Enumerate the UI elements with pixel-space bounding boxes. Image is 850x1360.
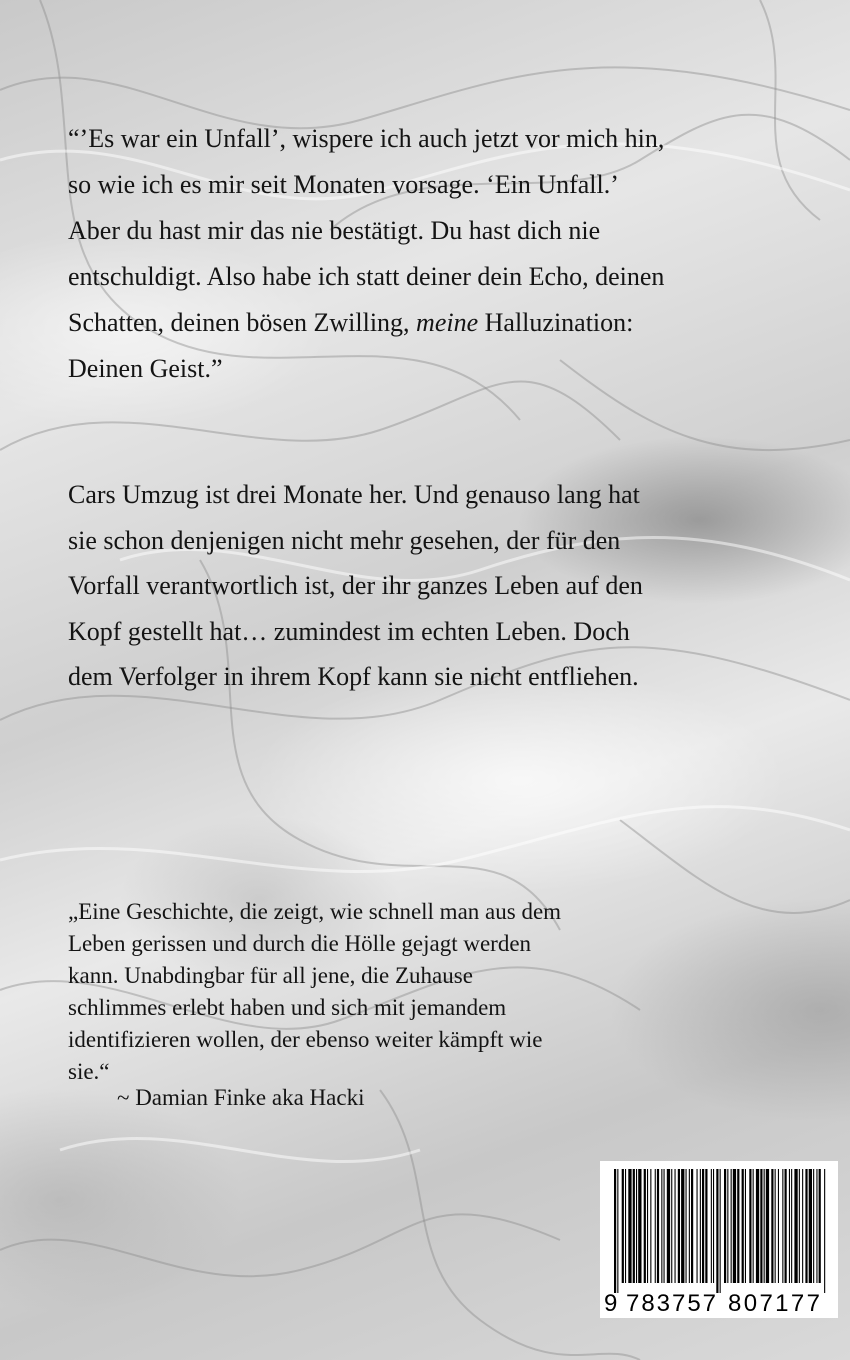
- barcode-bar: [720, 1169, 721, 1293]
- barcode-bar: [664, 1169, 665, 1283]
- barcode-bar: [824, 1169, 825, 1293]
- barcode-bar: [638, 1169, 641, 1283]
- barcode-bar: [742, 1169, 744, 1283]
- quote-emphasis: meine: [416, 308, 479, 337]
- barcode-bar: [622, 1169, 624, 1283]
- barcode-bar: [711, 1169, 712, 1283]
- barcode-bar: [753, 1169, 754, 1283]
- barcode-bar: [794, 1169, 797, 1283]
- barcode-bar: [697, 1169, 698, 1283]
- barcode-bar: [655, 1169, 656, 1283]
- barcode-bar: [816, 1169, 817, 1283]
- barcode-bar: [671, 1169, 672, 1283]
- barcode-bar: [789, 1169, 790, 1283]
- blurb-line: dem Verfolger in ihrem Kopf kann sie nicht entfliehen.: [68, 662, 639, 691]
- barcode-bar: [625, 1169, 626, 1283]
- quote-line: “’Es war ein Unfall’, wispere ich auch jetzt vor mich hin,: [68, 124, 665, 153]
- barcode-bar: [650, 1169, 651, 1283]
- barcode-bar: [764, 1169, 765, 1283]
- quote-line: Deinen Geist.”: [68, 354, 223, 383]
- barcode-bar: [745, 1169, 746, 1283]
- barcode-bar: [633, 1169, 635, 1283]
- barcode-bar: [657, 1169, 659, 1283]
- barcode-bar: [686, 1169, 687, 1283]
- barcode-bar: [681, 1169, 684, 1283]
- barcode-bar: [675, 1169, 676, 1283]
- barcode-bar: [617, 1169, 618, 1293]
- barcode-bar: [756, 1169, 759, 1283]
- barcode-bar: [705, 1169, 707, 1283]
- barcode-bar: [771, 1169, 773, 1283]
- blurb: [68, 472, 808, 700]
- barcode-bar: [713, 1169, 714, 1283]
- barcode-bar: [809, 1169, 812, 1283]
- barcode-bar: [791, 1169, 792, 1283]
- barcode-bar: [661, 1169, 662, 1283]
- barcode-bar: [691, 1169, 693, 1283]
- blurb-line: Kopf gestellt hat… zumindest im echten Leben. Doch: [68, 616, 630, 646]
- barcode-bar: [667, 1169, 670, 1283]
- barcode-bar: [802, 1169, 803, 1283]
- barcode-bar: [614, 1169, 616, 1293]
- quote-line: entschuldigt. Also habe ich statt deiner dein Echo, deinen: [68, 262, 665, 291]
- quote-line: [68, 300, 808, 346]
- review-line: schlimmes erlebt haben und sich mit jemandem: [68, 995, 507, 1020]
- barcode-bar: [813, 1169, 814, 1283]
- barcode-bar: [733, 1169, 736, 1283]
- review-quote: [68, 896, 628, 1088]
- quote-line: so wie ich es mir seit Monaten vorsage. ‘Ein Unfall.’: [68, 170, 619, 199]
- barcode-bar: [724, 1169, 726, 1283]
- quote-line-part: Schatten, deinen bösen Zwilling,: [68, 308, 410, 337]
- barcode-bar: [760, 1169, 762, 1283]
- blurb-line: Cars Umzug ist drei Monate her. Und genauso lang hat: [68, 480, 640, 509]
- isbn-digits-right: 807177: [728, 1290, 820, 1317]
- quote-line-part: Halluzination:: [484, 308, 634, 337]
- barcode-bar: [689, 1169, 690, 1283]
- review-line: kann. Unabdingbar für all jene, die Zuhause: [68, 963, 473, 988]
- barcode-bar: [702, 1169, 704, 1283]
- barcode-bar: [782, 1169, 783, 1283]
- isbn-digits-left: 783757: [626, 1290, 716, 1317]
- barcode-bar: [727, 1169, 728, 1283]
- barcode-bar: [749, 1169, 751, 1283]
- review-line: sie.“: [68, 1059, 110, 1084]
- quote-line: Aber du hast mir das nie bestätigt. Du hast dich nie: [68, 216, 601, 245]
- review-line: Leben gerissen und durch die Hölle gejagt werden: [68, 931, 532, 956]
- review-line: „Eine Geschichte, die zeigt, wie schnell man aus dem: [68, 899, 562, 924]
- barcode-bar: [716, 1169, 718, 1293]
- barcode-bars: [614, 1169, 825, 1293]
- barcode-bar: [766, 1169, 769, 1283]
- barcode-bar: [775, 1169, 776, 1283]
- barcode-bar: [644, 1169, 646, 1283]
- barcode-bar: [819, 1169, 821, 1283]
- barcode-bar: [647, 1169, 648, 1283]
- barcode-bar: [805, 1169, 807, 1283]
- barcode-bar: [628, 1169, 631, 1283]
- isbn-barcode: [600, 1161, 838, 1318]
- barcode-bar: [731, 1169, 732, 1283]
- blurb-line: Vorfall verantwortlich ist, der ihr ganzes Leben auf den: [68, 571, 643, 600]
- barcode-bar: [737, 1169, 739, 1283]
- blurb-line: sie schon denjenigen nicht mehr gesehen, der für den: [68, 525, 621, 555]
- barcode-bar: [700, 1169, 701, 1283]
- barcode-bar: [785, 1169, 787, 1283]
- barcode-bar: [799, 1169, 800, 1283]
- barcode-bar: [778, 1169, 779, 1283]
- review-line: identifizieren wollen, der ebenso weiter kämpft wie: [68, 1027, 543, 1052]
- barcode-bar: [636, 1169, 637, 1283]
- excerpt-quote: [68, 116, 808, 392]
- isbn-digit-prefix: 9: [604, 1290, 618, 1317]
- barcode-bar: [678, 1169, 680, 1283]
- review-attribution: ~ Damian Finke aka Hacki: [117, 1085, 365, 1110]
